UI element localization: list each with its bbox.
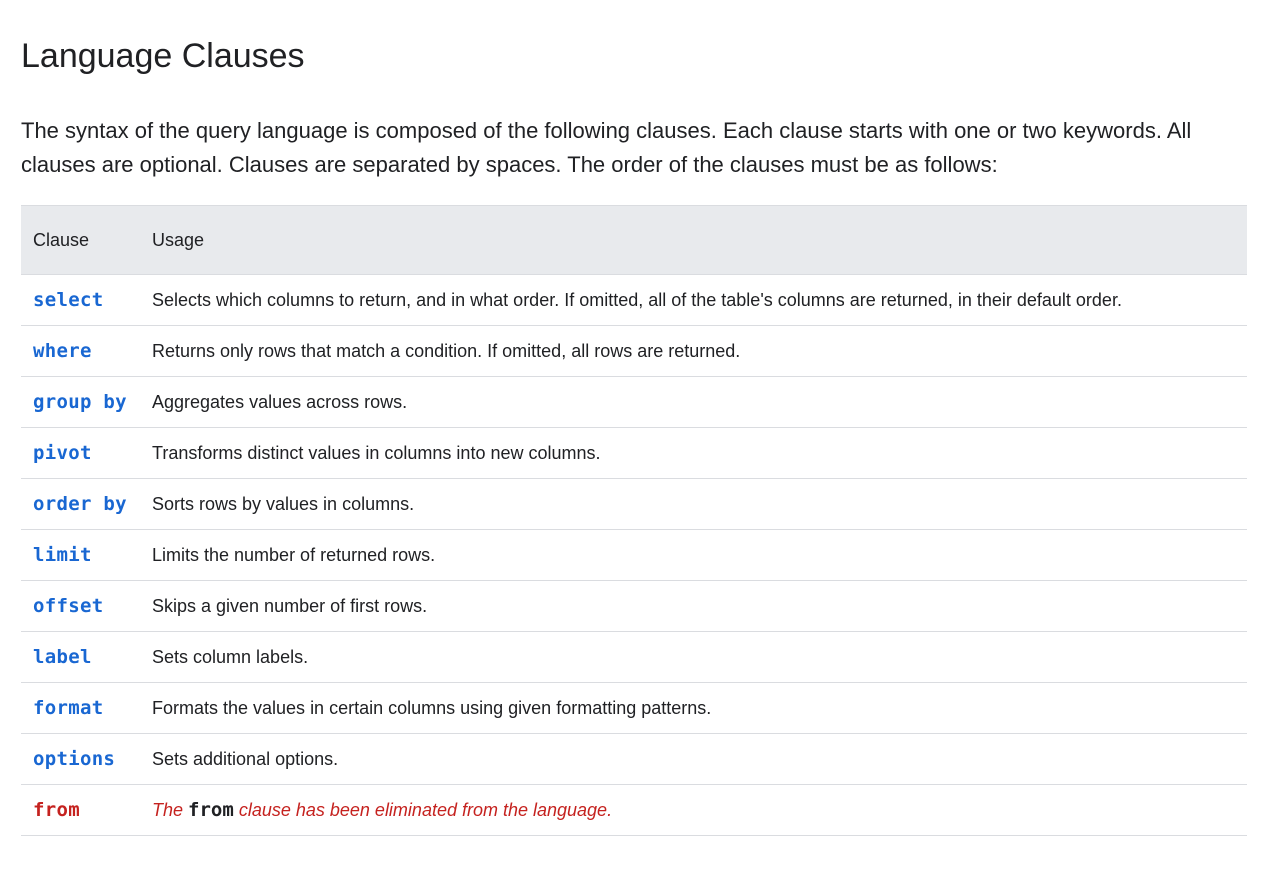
table-row: [21, 377, 1247, 428]
usage-cell: Limits the number of returned rows.: [140, 530, 1247, 581]
table-row: [21, 683, 1247, 734]
usage-cell: Transforms distinct values in columns into new columns.: [140, 428, 1247, 479]
table-row: [21, 275, 1247, 326]
clause-keyword: order by: [33, 493, 127, 515]
table-row: [21, 734, 1247, 785]
header-usage: Usage: [140, 206, 1247, 275]
intro-paragraph: The syntax of the query language is composed of the following clauses. Each clause starts with one or two keywords. All clauses are optional. Clauses are separated by spaces. The order of the clauses must be as follows:: [21, 118, 1192, 177]
table-row: [21, 428, 1247, 479]
usage-cell: Sets column labels.: [140, 632, 1247, 683]
clause-cell: [21, 479, 140, 530]
deprecated-usage-suffix: clause has been eliminated from the language.: [238, 800, 613, 820]
table-row: [21, 530, 1247, 581]
clause-keyword: label: [33, 646, 92, 668]
deprecated-usage-prefix: The: [152, 800, 184, 820]
table-row-deprecated: [21, 785, 1247, 836]
usage-cell: Skips a given number of first rows.: [140, 581, 1247, 632]
table-body: [21, 275, 1247, 836]
clause-cell: [21, 734, 140, 785]
table-row: [21, 479, 1247, 530]
clause-cell: [21, 275, 140, 326]
clause-keyword: limit: [33, 544, 92, 566]
clauses-table: [21, 205, 1247, 836]
clause-keyword: pivot: [33, 442, 92, 464]
usage-cell: Selects which columns to return, and in what order. If omitted, all of the table's columns are returned, in their default order.: [140, 275, 1247, 326]
table-header-row: [21, 206, 1247, 275]
page-title: Language Clauses: [21, 37, 305, 75]
clause-keyword: offset: [33, 595, 104, 617]
clause-cell: [21, 632, 140, 683]
usage-cell: Sorts rows by values in columns.: [140, 479, 1247, 530]
clause-cell: [21, 581, 140, 632]
clause-keyword: options: [33, 748, 116, 770]
clause-cell: [21, 785, 140, 836]
inline-code-from: from: [188, 799, 234, 821]
clause-keyword: group by: [33, 391, 127, 413]
usage-cell: Aggregates values across rows.: [140, 377, 1247, 428]
clause-cell: [21, 377, 140, 428]
usage-cell: Returns only rows that match a condition. If omitted, all rows are returned.: [140, 326, 1247, 377]
table-row: [21, 632, 1247, 683]
clause-keyword: select: [33, 289, 104, 311]
table-row: [21, 326, 1247, 377]
table-row: [21, 581, 1247, 632]
usage-cell: Formats the values in certain columns using given formatting patterns.: [140, 683, 1247, 734]
clause-cell: [21, 683, 140, 734]
clause-keyword: format: [33, 697, 104, 719]
clause-cell: [21, 428, 140, 479]
clause-keyword: where: [33, 340, 92, 362]
clause-cell: [21, 530, 140, 581]
header-clause: Clause: [21, 206, 140, 275]
usage-cell-deprecated: [140, 785, 1247, 836]
clause-cell: [21, 326, 140, 377]
deprecated-clause-keyword: from: [33, 799, 80, 821]
usage-cell: Sets additional options.: [140, 734, 1247, 785]
